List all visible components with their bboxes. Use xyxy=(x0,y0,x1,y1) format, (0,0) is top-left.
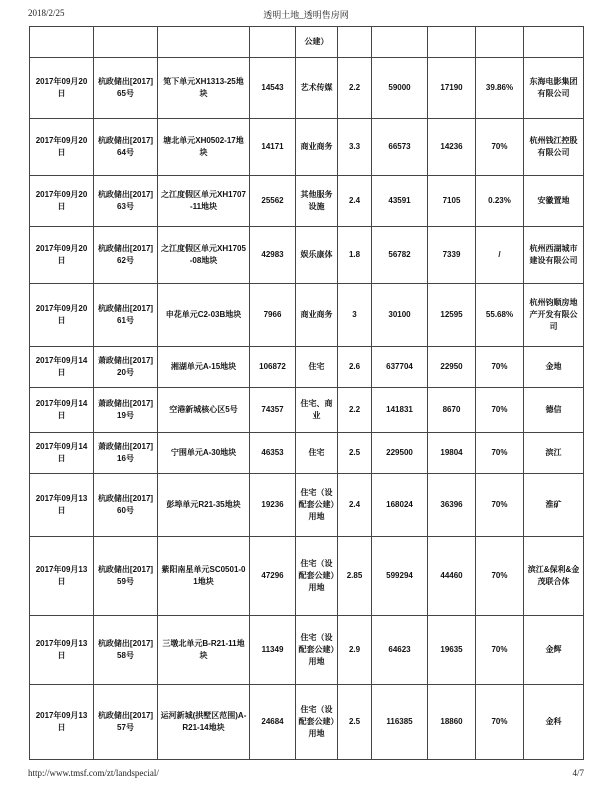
cell-unit_price: 14236 xyxy=(428,119,476,176)
cell-winner: 淮矿 xyxy=(524,474,584,537)
cell-plot: 之江度假区单元XH1705-08地块 xyxy=(158,227,250,284)
cell-winner: 杭州钱江控股有限公司 xyxy=(524,119,584,176)
cell-plot: 笕下单元XH1313-25地块 xyxy=(158,58,250,119)
page-number: 4/7 xyxy=(572,768,584,778)
cell-date: 2017年09月20日 xyxy=(30,176,94,227)
cell-area: 106872 xyxy=(250,347,296,388)
cell-use_type: 商业商务 xyxy=(296,119,338,176)
cell-date: 2017年09月13日 xyxy=(30,474,94,537)
cell-unit_price: 18860 xyxy=(428,685,476,760)
cell-unit_price: 17190 xyxy=(428,58,476,119)
cell-plot_ratio: 2.4 xyxy=(338,176,372,227)
cell-plot_ratio: 2.5 xyxy=(338,685,372,760)
table-row xyxy=(30,616,584,685)
cell-plot_ratio: 2.2 xyxy=(338,58,372,119)
cell-winner: 东海电影集团有限公司 xyxy=(524,58,584,119)
cell-use_type: 住宅（设配套公建）用地 xyxy=(296,616,338,685)
cell-premium: 70% xyxy=(476,685,524,760)
cell-use_type: 艺术传媒 xyxy=(296,58,338,119)
table-row xyxy=(30,119,584,176)
cell-build_area: 168024 xyxy=(372,474,428,537)
cell-area: 14543 xyxy=(250,58,296,119)
table-body xyxy=(30,27,584,760)
cell-date: 2017年09月20日 xyxy=(30,58,94,119)
cell-area: 11349 xyxy=(250,616,296,685)
cell-plot_ratio: 2.6 xyxy=(338,347,372,388)
table-row xyxy=(30,284,584,347)
table-cell xyxy=(250,27,296,58)
cell-doc_no: 杭政储出[2017]63号 xyxy=(94,176,158,227)
cell-plot: 申花单元C2-03B地块 xyxy=(158,284,250,347)
cell-date: 2017年09月20日 xyxy=(30,284,94,347)
cell-winner: 德信 xyxy=(524,388,584,433)
cell-doc_no: 杭政储出[2017]64号 xyxy=(94,119,158,176)
cell-date: 2017年09月13日 xyxy=(30,537,94,616)
table-row xyxy=(30,58,584,119)
table-row xyxy=(30,176,584,227)
cell-build_area: 59000 xyxy=(372,58,428,119)
cell-area: 74357 xyxy=(250,388,296,433)
table-row xyxy=(30,537,584,616)
cell-unit_price: 12595 xyxy=(428,284,476,347)
table-cell: 公建） xyxy=(296,27,338,58)
cell-plot_ratio: 2.85 xyxy=(338,537,372,616)
cell-doc_no: 杭政储出[2017]62号 xyxy=(94,227,158,284)
cell-area: 14171 xyxy=(250,119,296,176)
cell-plot_ratio: 2.5 xyxy=(338,433,372,474)
cell-area: 42983 xyxy=(250,227,296,284)
cell-use_type: 住宅 xyxy=(296,433,338,474)
cell-build_area: 43591 xyxy=(372,176,428,227)
cell-doc_no: 杭政储出[2017]60号 xyxy=(94,474,158,537)
cell-area: 25562 xyxy=(250,176,296,227)
cell-area: 19236 xyxy=(250,474,296,537)
cell-premium: 70% xyxy=(476,433,524,474)
cell-plot: 空港新城核心区5号 xyxy=(158,388,250,433)
cell-use_type: 住宅（设配套公建）用地 xyxy=(296,537,338,616)
cell-winner: 金科 xyxy=(524,685,584,760)
cell-plot: 彭埠单元R21-35地块 xyxy=(158,474,250,537)
cell-premium: 55.68% xyxy=(476,284,524,347)
print-date: 2018/2/25 xyxy=(28,8,65,18)
cell-premium: 70% xyxy=(476,119,524,176)
cell-plot: 紫阳南星单元SC0501-01地块 xyxy=(158,537,250,616)
cell-plot: 之江度假区单元XH1707-11地块 xyxy=(158,176,250,227)
cell-build_area: 64623 xyxy=(372,616,428,685)
cell-use_type: 住宅（设配套公建）用地 xyxy=(296,685,338,760)
cell-unit_price: 8670 xyxy=(428,388,476,433)
cell-use_type: 住宅、商业 xyxy=(296,388,338,433)
cell-winner: 滨江&保利&金茂联合体 xyxy=(524,537,584,616)
cell-doc_no: 萧政储出[2017]20号 xyxy=(94,347,158,388)
cell-doc_no: 杭政储出[2017]57号 xyxy=(94,685,158,760)
cell-plot: 湘湖单元A-15地块 xyxy=(158,347,250,388)
cell-plot: 三墩北单元B-R21-11地块 xyxy=(158,616,250,685)
cell-winner: 杭州钧顺房地产开发有限公司 xyxy=(524,284,584,347)
cell-doc_no: 萧政储出[2017]16号 xyxy=(94,433,158,474)
cell-doc_no: 杭政储出[2017]65号 xyxy=(94,58,158,119)
cell-doc_no: 杭政储出[2017]61号 xyxy=(94,284,158,347)
cell-winner: 滨江 xyxy=(524,433,584,474)
cell-unit_price: 22950 xyxy=(428,347,476,388)
table-cell xyxy=(94,27,158,58)
cell-premium: 0.23% xyxy=(476,176,524,227)
cell-build_area: 56782 xyxy=(372,227,428,284)
cell-build_area: 637704 xyxy=(372,347,428,388)
table-row-partial xyxy=(30,27,584,58)
cell-build_area: 599294 xyxy=(372,537,428,616)
cell-build_area: 229500 xyxy=(372,433,428,474)
print-header xyxy=(0,8,612,22)
cell-winner: 安徽置地 xyxy=(524,176,584,227)
cell-plot_ratio: 3.3 xyxy=(338,119,372,176)
cell-unit_price: 19804 xyxy=(428,433,476,474)
table-cell xyxy=(30,27,94,58)
cell-plot: 运河新城(拱墅区范围)A-R21-14地块 xyxy=(158,685,250,760)
cell-plot_ratio: 3 xyxy=(338,284,372,347)
cell-area: 47296 xyxy=(250,537,296,616)
cell-premium: 70% xyxy=(476,616,524,685)
cell-unit_price: 19635 xyxy=(428,616,476,685)
cell-area: 7966 xyxy=(250,284,296,347)
cell-plot_ratio: 2.9 xyxy=(338,616,372,685)
cell-use_type: 住宅 xyxy=(296,347,338,388)
cell-doc_no: 萧政储出[2017]19号 xyxy=(94,388,158,433)
cell-plot_ratio: 2.4 xyxy=(338,474,372,537)
cell-doc_no: 杭政储出[2017]59号 xyxy=(94,537,158,616)
cell-premium: / xyxy=(476,227,524,284)
cell-plot_ratio: 1.8 xyxy=(338,227,372,284)
table-cell xyxy=(476,27,524,58)
table-cell xyxy=(338,27,372,58)
table-row xyxy=(30,433,584,474)
cell-use_type: 住宅（设配套公建）用地 xyxy=(296,474,338,537)
cell-date: 2017年09月14日 xyxy=(30,347,94,388)
cell-unit_price: 7339 xyxy=(428,227,476,284)
cell-unit_price: 36396 xyxy=(428,474,476,537)
cell-use_type: 娱乐康体 xyxy=(296,227,338,284)
table-cell xyxy=(428,27,476,58)
cell-unit_price: 7105 xyxy=(428,176,476,227)
cell-area: 46353 xyxy=(250,433,296,474)
cell-unit_price: 44460 xyxy=(428,537,476,616)
footer-url: http://www.tmsf.com/zt/landspecial/ xyxy=(28,768,159,778)
cell-plot_ratio: 2.2 xyxy=(338,388,372,433)
table-row xyxy=(30,474,584,537)
cell-date: 2017年09月14日 xyxy=(30,433,94,474)
cell-date: 2017年09月14日 xyxy=(30,388,94,433)
cell-winner: 杭州西湖城市建设有限公司 xyxy=(524,227,584,284)
cell-premium: 70% xyxy=(476,537,524,616)
cell-build_area: 141831 xyxy=(372,388,428,433)
cell-date: 2017年09月13日 xyxy=(30,685,94,760)
cell-premium: 70% xyxy=(476,347,524,388)
table-row xyxy=(30,227,584,284)
cell-use_type: 其他服务设施 xyxy=(296,176,338,227)
table-cell xyxy=(372,27,428,58)
cell-use_type: 商业商务 xyxy=(296,284,338,347)
land-transactions-table xyxy=(29,26,584,760)
cell-build_area: 66573 xyxy=(372,119,428,176)
cell-plot: 宁围单元A-30地块 xyxy=(158,433,250,474)
table-row xyxy=(30,347,584,388)
table-cell xyxy=(524,27,584,58)
cell-premium: 70% xyxy=(476,474,524,537)
cell-premium: 39.86% xyxy=(476,58,524,119)
table-cell xyxy=(158,27,250,58)
table-row xyxy=(30,388,584,433)
print-footer xyxy=(0,766,612,778)
cell-area: 24684 xyxy=(250,685,296,760)
cell-doc_no: 杭政储出[2017]58号 xyxy=(94,616,158,685)
cell-date: 2017年09月20日 xyxy=(30,119,94,176)
cell-winner: 金辉 xyxy=(524,616,584,685)
table-row xyxy=(30,685,584,760)
cell-date: 2017年09月13日 xyxy=(30,616,94,685)
cell-build_area: 30100 xyxy=(372,284,428,347)
page-title: 透明土地_透明售房网 xyxy=(263,10,349,20)
cell-premium: 70% xyxy=(476,388,524,433)
cell-date: 2017年09月20日 xyxy=(30,227,94,284)
cell-winner: 金地 xyxy=(524,347,584,388)
cell-plot: 塘北单元XH0502-17地块 xyxy=(158,119,250,176)
cell-build_area: 116385 xyxy=(372,685,428,760)
